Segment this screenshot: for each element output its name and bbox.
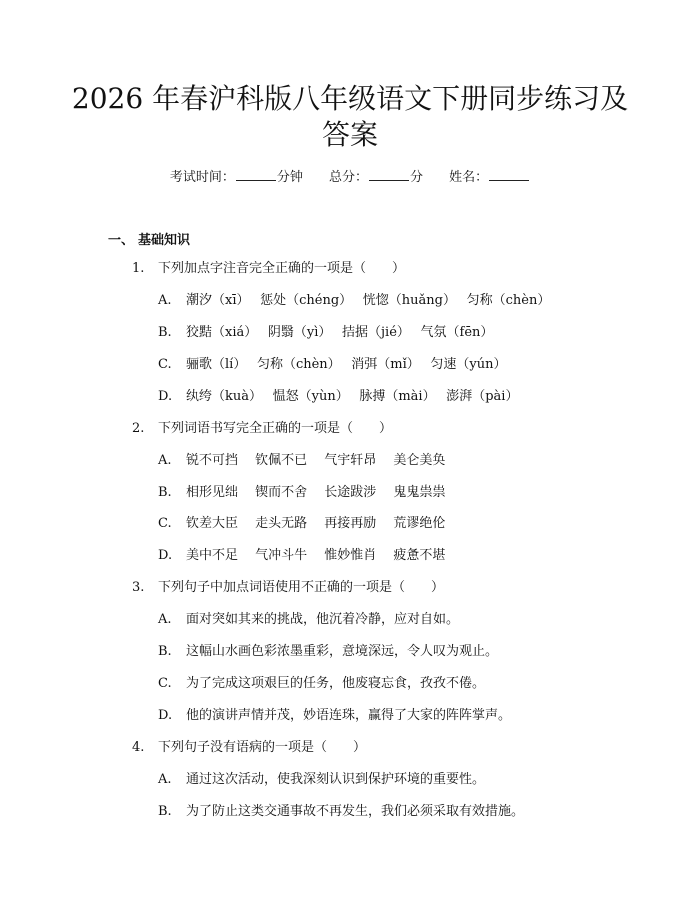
option-label: C. — [158, 676, 172, 691]
question-2-option-a — [158, 452, 445, 470]
option-text: 他的演讲声情并茂，妙语连珠，赢得了大家的阵阵掌声。 — [186, 708, 512, 723]
total-score — [329, 168, 423, 187]
exam-time-blank — [236, 168, 276, 181]
option-label: B. — [158, 644, 172, 659]
question-text: 下列加点字注音完全正确的一项是（ ） — [158, 261, 406, 276]
question-number: 4. — [132, 740, 145, 755]
option-text: 为了完成这项艰巨的任务，他废寝忘食，孜孜不倦。 — [186, 676, 486, 691]
question-4-option-b — [158, 803, 524, 821]
exam-time-label: 考试时间： — [169, 170, 235, 185]
exam-meta — [0, 168, 700, 187]
question-2-option-c — [158, 515, 445, 533]
option-label: B. — [158, 485, 172, 500]
question-1-option-b — [158, 324, 493, 342]
option-text: 通过这次活动，使我深刻认识到保护环境的重要性。 — [186, 772, 486, 787]
option-text: 狡黠（xiá） 阴翳（yì） 拮据（jié） 气氛（fēn） — [186, 325, 494, 340]
question-4 — [132, 739, 366, 757]
option-label: D. — [158, 548, 173, 563]
question-3-option-d — [158, 707, 511, 725]
section-heading — [108, 229, 190, 248]
question-1 — [132, 260, 405, 278]
option-label: A. — [158, 453, 172, 468]
option-text: 钦差大臣 走头无路 再接再励 荒谬绝伦 — [186, 516, 446, 531]
question-text: 下列句子没有语病的一项是（ ） — [158, 740, 367, 755]
question-number: 1. — [132, 261, 145, 276]
section-title: 基础知识 — [138, 233, 191, 248]
student-name — [449, 168, 530, 187]
question-2-option-b — [158, 484, 445, 502]
option-label: A. — [158, 293, 172, 308]
total-score-blank — [369, 168, 409, 181]
question-4-option-a — [158, 771, 485, 789]
question-text: 下列词语书写完全正确的一项是（ ） — [158, 421, 393, 436]
option-label: D. — [158, 708, 173, 723]
option-text: 相形见绌 锲而不舍 长途跋涉 鬼鬼祟祟 — [186, 485, 446, 500]
question-number: 2. — [132, 421, 145, 436]
question-3-option-c — [158, 675, 485, 693]
total-score-label: 总分： — [328, 170, 368, 185]
question-3-option-b — [158, 643, 498, 661]
student-name-label: 姓名： — [449, 170, 489, 185]
page-title-line-1: 2026 年春沪科版八年级语文下册同步练习及 — [71, 82, 629, 115]
total-score-unit: 分 — [410, 170, 424, 185]
option-label: C. — [158, 357, 172, 372]
option-text: 美中不足 气冲斗牛 惟妙惟肖 疲惫不堪 — [186, 548, 446, 563]
option-text: 面对突如其来的挑战，他沉着冷静，应对自如。 — [186, 612, 460, 627]
option-label: C. — [158, 516, 172, 531]
option-label: A. — [158, 612, 172, 627]
option-text: 骊歌（lí） 匀称（chèn） 消弭（mǐ） 匀速（yún） — [186, 357, 507, 372]
section-number: 一、 — [108, 233, 135, 248]
option-text: 这幅山水画色彩浓墨重彩，意境深远，令人叹为观止。 — [186, 644, 499, 659]
student-name-blank — [489, 168, 529, 181]
question-1-option-c — [158, 356, 507, 374]
question-3 — [132, 579, 444, 597]
option-text: 锐不可挡 钦佩不已 气宇轩昂 美仑美奂 — [186, 453, 446, 468]
page-title-line-2: 答案 — [321, 118, 378, 151]
question-text: 下列句子中加点词语使用不正确的一项是（ ） — [158, 580, 445, 595]
question-1-option-a — [158, 292, 550, 310]
option-label: A. — [158, 772, 172, 787]
question-1-option-d — [158, 388, 518, 406]
question-2 — [132, 420, 392, 438]
option-text: 潮汐（xī） 惩处（chéng） 恍惚（huǎng） 匀称（chèn） — [186, 293, 551, 308]
question-3-option-a — [158, 611, 459, 629]
question-number: 3. — [132, 580, 145, 595]
exam-time-unit: 分钟 — [276, 170, 303, 185]
option-text: 为了防止这类交通事故不再发生，我们必须采取有效措施。 — [186, 804, 525, 819]
question-2-option-d — [158, 547, 445, 565]
exam-time — [170, 168, 303, 187]
option-text: 纨绔（kuà） 愠怒（yùn） 脉搏（mài） 澎湃（pài） — [186, 389, 519, 404]
option-label: D. — [158, 389, 173, 404]
option-label: B. — [158, 325, 172, 340]
option-label: B. — [158, 804, 172, 819]
